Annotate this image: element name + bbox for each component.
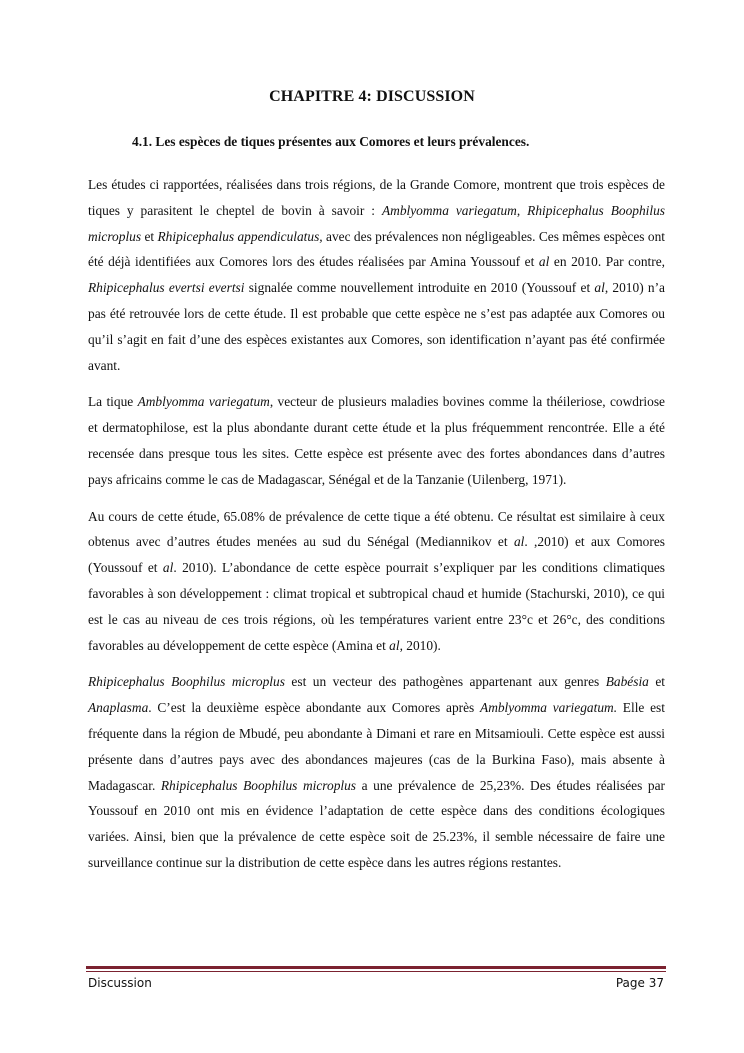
italic-text-run: Anaplasma	[88, 700, 149, 716]
text-run: Au cours de cette étude, 65.08% de prévalence de cette tique a été obtenu. Ce résultat est similaire à ceux obtenus avec d’autres études menées au sud du Sénégal (Mediannikov et	[88, 508, 665, 550]
text-run: est un vecteur des pathogènes appartenant aux genres	[284, 674, 606, 690]
italic-text-run: Rhipicephalus Boophilus microplus	[88, 674, 285, 690]
paragraph	[88, 504, 665, 659]
italic-text-run: al	[513, 534, 525, 550]
italic-text-run: al	[389, 637, 400, 653]
text-run: La tique	[88, 394, 138, 410]
footer-section-name: Discussion	[88, 976, 152, 990]
section-heading: 4.1. Les espèces de tiques présentes aux Comores et leurs prévalences.	[132, 134, 530, 149]
italic-text-run: Rhipicephalus Boophilus microplus	[160, 777, 357, 793]
text-run: . 2010). L’abondance de cette espèce pourrait s’expliquer par les conditions climatiques favorables à son développement : climat tropical et subtropical chaud et humide (Stachurski, 2010), ce qui est le cas au niveau de ces trois régions, où les températures varient entre 23°c et 26°c, des conditions favorables au développement de cette espèce (Amina et	[88, 560, 665, 653]
text-run: , 2010) n’a pas été retrouvée lors de cette étude. Il est probable que cette espèce ne s’est pas adaptée aux Comores ou qu’il s’agit en fait d’une des espèces existantes aux Comores, son identification n’ayant pas été confirmée avant.	[88, 280, 665, 373]
text-run: en 2010. Par contre,	[549, 254, 665, 270]
text-run: ,	[516, 202, 528, 218]
italic-text-run: Babésia	[605, 674, 649, 690]
paragraph	[88, 669, 665, 875]
body-text	[88, 172, 665, 887]
text-run: , vecteur de plusieurs maladies bovines comme la théileriose, cowdriose et dermatophilose, est la plus abondante durant cette étude et la plus fréquemment rencontrée. Elle a été recensée dans presque tous les sites. Cette espèce est présente avec des fortes abondances dans d’autres pays africains comme le cas de Madagascar, Sénégal et de la Tanzanie (Uilenberg, 1971).	[88, 394, 665, 487]
text-run: . C’est la deuxième espèce abondante aux Comores après	[148, 700, 481, 716]
italic-text-run: Rhipicephalus Boophilus microplus	[88, 202, 665, 244]
footer-divider-thin	[86, 971, 666, 972]
italic-text-run: Amblyomma variegatum.	[480, 700, 618, 716]
italic-text-run: Amblyomma variegatum	[137, 394, 270, 410]
text-run: Les études ci rapportées, réalisées dans trois régions, de la Grande Comore, montrent que trois espèces de tiques y parasitent le cheptel de bovin à savoir :	[88, 177, 665, 218]
text-run: avec des prévalences non négligeables. Ces mêmes espèces ont été déjà identifiées aux Comores lors des études réalisées par Amina Youssouf et	[88, 228, 665, 270]
text-run: a une prévalence de 25,23%. Des études réalisées par Youssouf en 2010 ont mis en évidence l’adaptation de cette espèce dans des conditions écologiques variées. Ainsi, bien que la prévalence de cette espèce soit de 25.23%, il semble nécessaire de faire une surveillance continue sur la distribution de cette espèce dans les autres régions restantes.	[88, 777, 666, 870]
italic-text-run: al	[538, 254, 550, 270]
italic-text-run: al	[162, 560, 174, 576]
text-run: et	[648, 674, 665, 690]
italic-text-run: al	[594, 280, 605, 296]
text-run: signalée comme nouvellement introduite en 2010 (Youssouf et	[244, 280, 595, 296]
italic-text-run: Rhipicephalus appendiculatus,	[157, 228, 323, 244]
paragraph	[88, 389, 665, 492]
text-run: Elle est fréquente dans la région de Mbudé, peu abondante à Dimani et rare en Mitsamiouli. Cette espèce est aussi présente dans d’autres pays avec des abondances majeures (cas de la Burkina Faso), mais absente à Madagascar.	[88, 700, 665, 793]
footer-page-number: Page 37	[615, 976, 664, 990]
chapter-title: CHAPITRE 4: DISCUSSION	[269, 88, 475, 105]
footer-divider	[86, 966, 666, 969]
text-run: , 2010).	[399, 637, 441, 653]
paragraph	[88, 172, 665, 378]
text-run: . ,2010) et aux Comores (Youssouf et	[88, 534, 665, 576]
italic-text-run: Amblyomma variegatum	[381, 202, 517, 218]
italic-text-run: Rhipicephalus evertsi evertsi	[88, 280, 245, 296]
text-run: et	[141, 228, 158, 244]
